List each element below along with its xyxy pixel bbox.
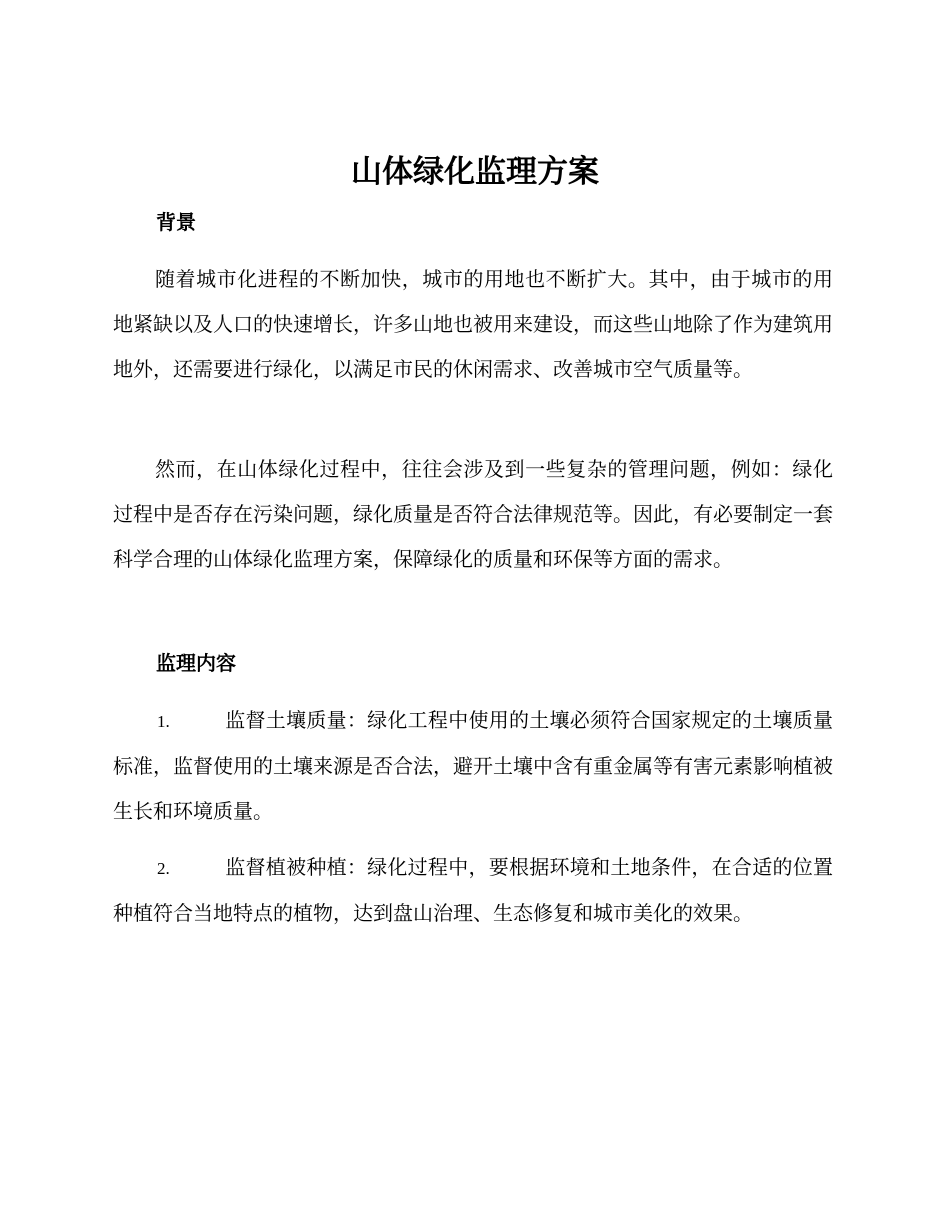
background-paragraph-1: 随着城市化进程的不断加快，城市的用地也不断扩大。其中，由于城市的用地紧缺以及人口的快速增长，许多山地也被用来建设，而这些山地除了作为建筑用地外，还需要进行绿化，以满足市民的休闲需求、改善城市空气质量等。 <box>113 267 833 381</box>
section-heading-background: 背景 <box>156 210 196 234</box>
background-paragraph-2: 然而，在山体绿化过程中，往往会涉及到一些复杂的管理问题，例如：绿化过程中是否存在污染问题，绿化质量是否符合法律规范等。因此，有必要制定一套科学合理的山体绿化监理方案，保障绿化的质量和环保等方面的需求。 <box>113 457 833 571</box>
list-item-number: 1. <box>157 712 170 731</box>
section-heading-supervision-content: 监理内容 <box>156 651 236 675</box>
list-item-soil-quality <box>113 698 833 834</box>
list-item-text: 监督土壤质量：绿化工程中使用的土壤必须符合国家规定的土壤质量标准，监督使用的土壤来源是否合法，避开土壤中含有重金属等有害元素影响植被生长和环境质量。 <box>113 708 833 823</box>
list-item-number: 2. <box>157 859 170 878</box>
list-item-vegetation-planting <box>113 845 833 936</box>
list-item-text: 监督植被种植：绿化过程中，要根据环境和土地条件，在合适的位置种植符合当地特点的植物，达到盘山治理、生态修复和城市美化的效果。 <box>113 855 833 925</box>
document-title: 山体绿化监理方案 <box>351 154 599 190</box>
